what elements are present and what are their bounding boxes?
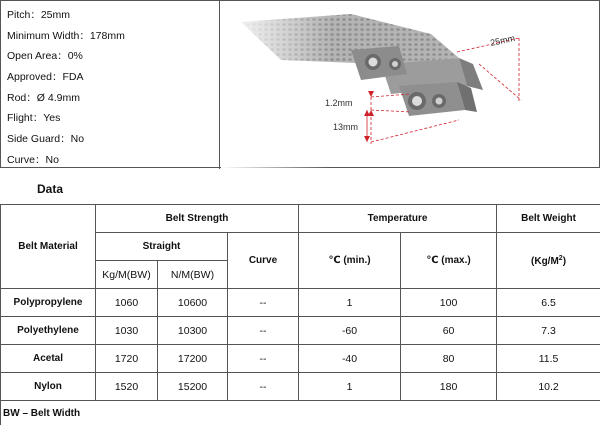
spec-separator: ： — [57, 50, 68, 63]
specification-panel — [0, 0, 600, 168]
cell-curve: -- — [228, 345, 299, 373]
spec-value: No — [70, 133, 85, 146]
spec-key: Pitch — [7, 9, 31, 21]
cell-kgm: 1060 — [96, 289, 158, 317]
spec-separator: ： — [30, 9, 41, 21]
table-row — [1, 289, 600, 317]
weight-unit-exponent: 2 — [558, 254, 563, 262]
cell-temp-min: 1 — [299, 289, 401, 317]
cell-nm: 10300 — [158, 317, 228, 345]
table-footnote-row — [1, 401, 600, 425]
spec-side-guard — [7, 131, 217, 152]
panel-divider — [219, 1, 220, 169]
cell-curve: -- — [228, 373, 299, 401]
spec-value: Yes — [43, 112, 61, 125]
spec-value: No — [45, 153, 59, 166]
cell-curve: -- — [228, 317, 299, 345]
table-header-row — [1, 205, 600, 233]
cell-weight: 10.2 — [497, 373, 600, 401]
cell-kgm: 1720 — [96, 345, 158, 373]
spec-pitch — [7, 7, 217, 28]
spec-separator: ： — [35, 153, 46, 166]
spec-separator: ： — [60, 133, 71, 146]
cell-temp-min: 1 — [299, 373, 401, 401]
cell-material: Acetal — [1, 345, 96, 373]
spec-curve — [7, 152, 217, 173]
cell-weight: 11.5 — [497, 345, 600, 373]
header-temp-min: ℃ (min.) — [299, 233, 401, 289]
belt-figure — [221, 2, 599, 168]
header-curve: Curve — [228, 233, 299, 289]
spec-separator: ： — [79, 29, 90, 42]
data-section-title: Data — [37, 182, 64, 196]
spec-key: Open Area — [7, 50, 58, 63]
spec-separator: ： — [26, 91, 37, 104]
header-belt-strength: Belt Strength — [96, 205, 299, 233]
belt-data-table — [0, 204, 600, 425]
spec-separator: ： — [32, 112, 44, 125]
spec-open-area — [7, 48, 217, 69]
dimension-arrows — [364, 91, 374, 142]
spec-value: 178mm — [89, 29, 125, 42]
cell-curve: -- — [228, 289, 299, 317]
cell-temp-max: 60 — [401, 317, 497, 345]
dim-height-label: 13mm — [333, 122, 359, 132]
spec-key: Approved — [7, 71, 52, 84]
header-temp-max: ℃ (max.) — [401, 233, 497, 289]
cell-material: Nylon — [1, 373, 96, 401]
cell-nm: 17200 — [158, 345, 228, 373]
spec-value: 25mm — [40, 9, 71, 21]
header-belt-weight: Belt Weight — [497, 205, 600, 233]
spec-minimum-width — [7, 28, 217, 49]
spec-value: FDA — [62, 71, 84, 84]
dim-pitch-label: 25mm — [489, 32, 516, 48]
header-temperature: Temperature — [299, 205, 497, 233]
weight-unit-base: (Kg/M — [531, 255, 559, 267]
table-row — [1, 345, 600, 373]
table-row — [1, 373, 600, 401]
header-straight: Straight — [96, 233, 228, 261]
spec-rod — [7, 90, 217, 111]
cell-temp-min: -40 — [299, 345, 401, 373]
spec-approved — [7, 69, 217, 90]
belt-illustration — [221, 2, 599, 168]
cell-nm: 15200 — [158, 373, 228, 401]
footnote-belt-width: BW – Belt Width — [1, 401, 600, 425]
cell-temp-min: -60 — [299, 317, 401, 345]
cell-temp-max: 100 — [401, 289, 497, 317]
spec-key: Rod — [7, 91, 27, 104]
header-belt-material: Belt Material — [1, 205, 96, 289]
cell-temp-max: 80 — [401, 345, 497, 373]
spec-flight — [7, 110, 217, 131]
spec-separator: ： — [51, 71, 63, 84]
spec-list — [7, 7, 217, 173]
spec-key: Minimum Width — [7, 29, 80, 42]
spec-key: Curve — [7, 153, 36, 166]
spec-key: Flight — [7, 112, 33, 125]
header-kgm-unit: Kg/M(BW) — [96, 261, 158, 289]
cell-kgm: 1520 — [96, 373, 158, 401]
spec-key: Side Guard — [7, 133, 61, 146]
cell-weight: 6.5 — [497, 289, 600, 317]
cell-material: Polyethylene — [1, 317, 96, 345]
table-row — [1, 317, 600, 345]
cell-nm: 10600 — [158, 289, 228, 317]
header-nm-unit: N/M(BW) — [158, 261, 228, 289]
dim-rod-gap-label: 1.2mm — [325, 98, 353, 108]
spec-value: Ø 4.9mm — [36, 91, 80, 104]
header-weight-unit — [497, 233, 600, 289]
spec-value: 0% — [67, 50, 83, 63]
cell-kgm: 1030 — [96, 317, 158, 345]
cell-material: Polypropylene — [1, 289, 96, 317]
cell-weight: 7.3 — [497, 317, 600, 345]
cell-temp-max: 180 — [401, 373, 497, 401]
weight-unit-close: ) — [562, 255, 567, 267]
